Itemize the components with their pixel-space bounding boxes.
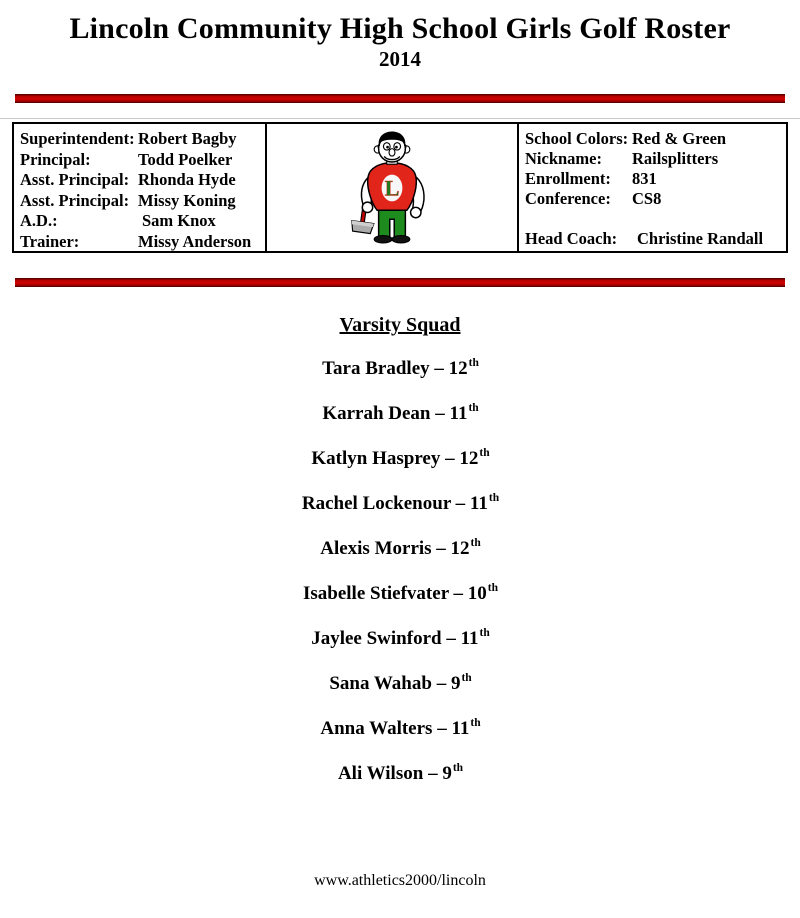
staff-value: Sam Knox bbox=[142, 211, 216, 230]
school-info-value: 831 bbox=[632, 169, 657, 188]
player-grade: 11th bbox=[449, 402, 479, 424]
head-coach-value: Christine Randall bbox=[637, 229, 764, 248]
grade-suffix: th bbox=[470, 537, 481, 549]
squad-heading: Varsity Squad bbox=[339, 314, 461, 336]
player-separator: – bbox=[445, 448, 455, 469]
staff-row bbox=[20, 129, 261, 150]
head-coach-label: Head Coach: bbox=[525, 229, 618, 248]
school-info-list bbox=[519, 124, 786, 251]
school-info-row bbox=[525, 129, 782, 149]
page-year: 2014 bbox=[379, 47, 421, 71]
staff-value: Missy Anderson bbox=[138, 231, 252, 251]
school-info-label: Nickname: bbox=[525, 149, 602, 168]
grade-suffix: th bbox=[470, 717, 481, 729]
head-coach-row bbox=[525, 229, 782, 249]
player-name: Tara Bradley bbox=[322, 358, 430, 379]
staff-value: Robert Bagby bbox=[138, 129, 237, 148]
roster-player-row bbox=[0, 762, 800, 786]
player-grade: 10th bbox=[467, 582, 499, 604]
school-info-row bbox=[525, 189, 782, 209]
grade-suffix: th bbox=[468, 402, 479, 414]
player-name: Ali Wilson bbox=[337, 763, 424, 784]
grade-suffix: th bbox=[461, 672, 472, 684]
roster-player-row bbox=[0, 717, 800, 741]
red-divider-bottom bbox=[15, 278, 785, 287]
staff-row bbox=[20, 170, 261, 191]
school-info-value: CS8 bbox=[632, 189, 662, 208]
player-name: Isabelle Stiefvater bbox=[302, 583, 449, 604]
staff-value: Missy Koning bbox=[138, 190, 236, 210]
page-title: Lincoln Community High School Girls Golf Roster bbox=[69, 12, 731, 45]
mascot-cell bbox=[265, 124, 519, 251]
school-info-row bbox=[525, 169, 782, 189]
player-separator: – bbox=[434, 358, 444, 379]
player-separator: – bbox=[436, 538, 446, 559]
school-info-label: Conference: bbox=[525, 189, 611, 208]
grade-suffix: th bbox=[452, 762, 464, 774]
staff-label: Asst. Principal: bbox=[20, 190, 130, 210]
thin-gray-line bbox=[0, 118, 800, 119]
school-info-box bbox=[12, 122, 788, 253]
player-name: Sana Wahab bbox=[329, 673, 432, 694]
player-name: Jaylee Swinford bbox=[311, 628, 442, 649]
railsplitter-mascot-icon bbox=[340, 127, 444, 249]
player-name: Alexis Morris bbox=[320, 538, 432, 559]
player-name: Katlyn Hasprey bbox=[311, 448, 441, 469]
player-separator: – bbox=[435, 403, 445, 424]
player-separator: – bbox=[437, 718, 447, 739]
school-info-label: Enrollment: bbox=[525, 169, 611, 188]
roster-player-row bbox=[0, 492, 800, 516]
roster-player-row bbox=[0, 627, 800, 651]
roster-player-row bbox=[0, 402, 800, 426]
staff-row bbox=[20, 150, 261, 171]
player-name: Karrah Dean bbox=[322, 403, 431, 424]
grade-suffix: th bbox=[488, 492, 500, 504]
player-grade: 11th bbox=[460, 627, 490, 649]
roster-player-row bbox=[0, 447, 800, 471]
staff-label: Asst. Principal: bbox=[20, 170, 130, 189]
roster-player-row bbox=[0, 672, 800, 696]
player-grade: 11th bbox=[451, 717, 481, 739]
player-grade: 9th bbox=[450, 672, 472, 694]
player-grade: 9th bbox=[442, 762, 464, 784]
player-separator: – bbox=[455, 493, 466, 514]
staff-row bbox=[20, 232, 261, 253]
player-separator: – bbox=[436, 673, 447, 694]
staff-value: Todd Poelker bbox=[138, 149, 233, 169]
staff-label: Superintendent: bbox=[20, 129, 135, 148]
roster-player-row bbox=[0, 537, 800, 561]
mascot-letter: L bbox=[384, 174, 400, 200]
red-divider-top bbox=[15, 94, 785, 103]
staff-row bbox=[20, 191, 261, 212]
staff-value: Rhonda Hyde bbox=[138, 170, 236, 189]
grade-suffix: th bbox=[479, 627, 490, 639]
staff-label: Trainer: bbox=[20, 231, 80, 251]
school-info-row bbox=[525, 149, 782, 169]
staff-label: A.D.: bbox=[20, 211, 58, 230]
player-separator: – bbox=[453, 583, 464, 604]
player-grade: 12th bbox=[448, 357, 479, 379]
player-grade: 11th bbox=[469, 492, 500, 514]
staff-list bbox=[14, 124, 265, 251]
grade-suffix: th bbox=[487, 582, 499, 594]
staff-row bbox=[20, 211, 261, 232]
player-name: Anna Walters bbox=[320, 718, 433, 739]
player-separator: – bbox=[446, 628, 456, 649]
player-name: Rachel Lockenour bbox=[301, 493, 451, 514]
roster-player-row bbox=[0, 582, 800, 606]
grade-suffix: th bbox=[468, 357, 479, 369]
roster-player-row bbox=[0, 357, 800, 381]
player-grade: 12th bbox=[459, 447, 490, 469]
player-separator: – bbox=[428, 763, 438, 784]
footer-url: www.athletics2000/lincoln bbox=[314, 872, 486, 889]
school-info-value: Railsplitters bbox=[632, 149, 719, 168]
school-info-label: School Colors: bbox=[525, 129, 629, 148]
grade-suffix: th bbox=[479, 447, 490, 459]
player-grade: 12th bbox=[450, 537, 481, 559]
school-info-value: Red & Green bbox=[632, 129, 727, 148]
staff-label: Principal: bbox=[20, 149, 91, 169]
